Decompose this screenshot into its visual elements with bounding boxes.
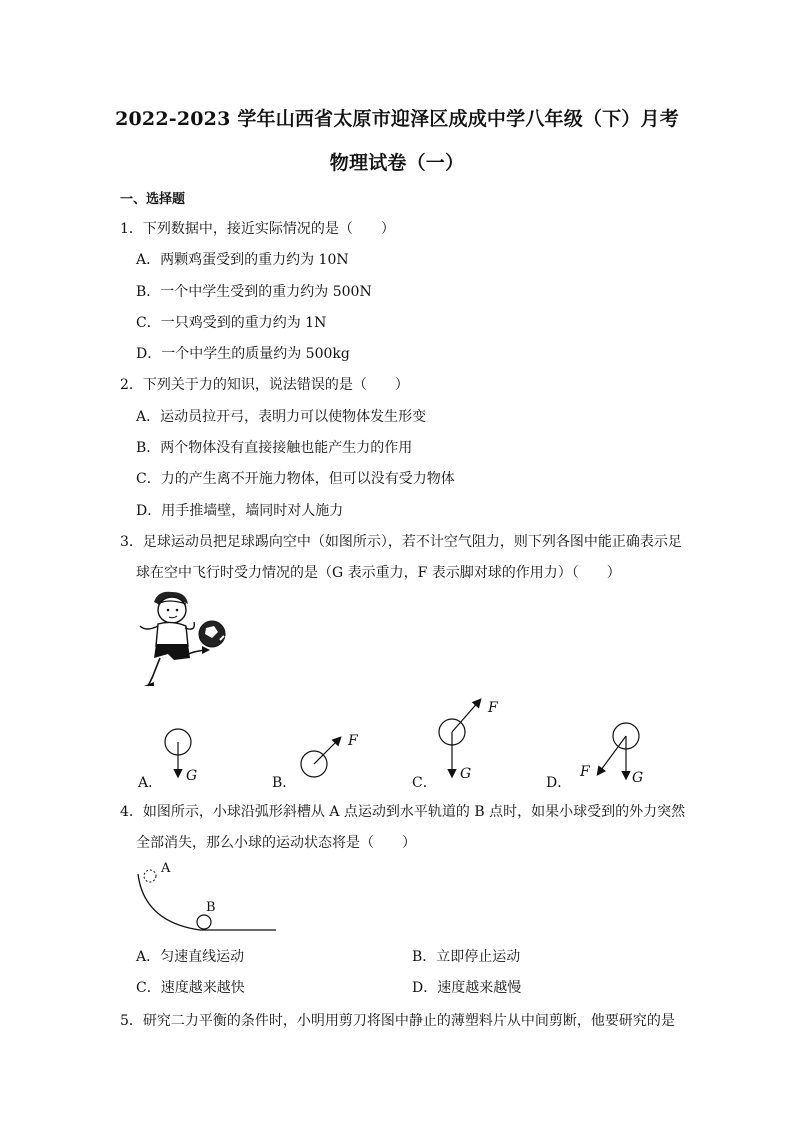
q1-option-a: A．两颗鸡蛋受到的重力约为 10N (136, 252, 349, 268)
soccer-player-illustration (128, 588, 238, 690)
q3-figure-c (439, 700, 480, 776)
exam-title-line2: 物理试卷（一） (329, 152, 465, 174)
q3-option-figures (0, 680, 794, 800)
q3-d-force-f-label: F (580, 764, 590, 780)
q2-option-a: A．运动员拉开弓，表明力可以使物体发生形变 (136, 409, 427, 425)
q3-b-force-f-label: F (348, 733, 358, 749)
q3-c-force-g-label: G (460, 766, 472, 782)
q3-option-c-label: C． (412, 775, 437, 791)
q3-stem-line1: 3．足球运动员把足球踢向空中（如图所示），若不计空气阻力，则下列各图中能正确表示足 (120, 534, 682, 550)
q3-d-force-g-label: G (632, 770, 644, 786)
q5-stem-line1: 5．研究二力平衡的条件时，小明用剪刀将图中静止的薄塑料片从中间剪断，他要研究的是 (120, 1013, 675, 1029)
q4-point-a-label: A (161, 861, 171, 876)
q4-track-diagram (130, 858, 290, 938)
q4-option-b: B．立即停止运动 (412, 949, 521, 965)
q3-c-force-f-label: F (488, 700, 498, 716)
q1-stem: 1．下列数据中，接近实际情况的是（ ） (120, 221, 395, 237)
q4-option-d: D．速度越来越慢 (412, 980, 522, 996)
q3-option-b-label: B． (272, 775, 297, 791)
q1-option-d: D．一个中学生的质量约为 500kg (136, 346, 350, 362)
q1-option-b: B．一个中学生受到的重力约为 500N (136, 284, 372, 300)
q4-option-c: C．速度越来越快 (136, 980, 245, 996)
q2-option-d: D．用手推墙壁，墙同时对人施力 (136, 503, 344, 519)
q3-a-force-g-label: G (186, 768, 198, 784)
q3-stem-line2: 球在空中飞行时受力情况的是（G 表示重力，F 表示脚对球的作用力）（ ） (136, 565, 621, 581)
q1-option-c: C．一只鸡受到的重力约为 1N (136, 315, 327, 331)
exam-title-line1: 2022-2023 学年山西省太原市迎泽区成成中学八年级（下）月考 (115, 108, 679, 130)
section-title: 一、选择题 (120, 192, 186, 207)
q3-option-d-label: D． (546, 775, 572, 791)
q2-option-b: B．两个物体没有直接接触也能产生力的作用 (136, 440, 413, 456)
q4-stem-line2: 全部消失，那么小球的运动状态将是（ ） (136, 835, 416, 851)
q4-point-b-label: B (206, 900, 216, 915)
q3-option-a-label: A． (138, 775, 163, 791)
q4-stem-line1: 4．如图所示，小球沿弧形斜槽从 A 点运动到水平轨道的 B 点时，如果小球受到的外力突然 (120, 804, 686, 820)
q2-option-c: C．力的产生离不开施力物体，但可以没有受力物体 (136, 471, 455, 487)
q4-option-a: A．匀速直线运动 (136, 949, 245, 965)
q3-figure-b (301, 738, 340, 777)
q2-stem: 2．下列关于力的知识，说法错误的是（ ） (120, 377, 409, 393)
